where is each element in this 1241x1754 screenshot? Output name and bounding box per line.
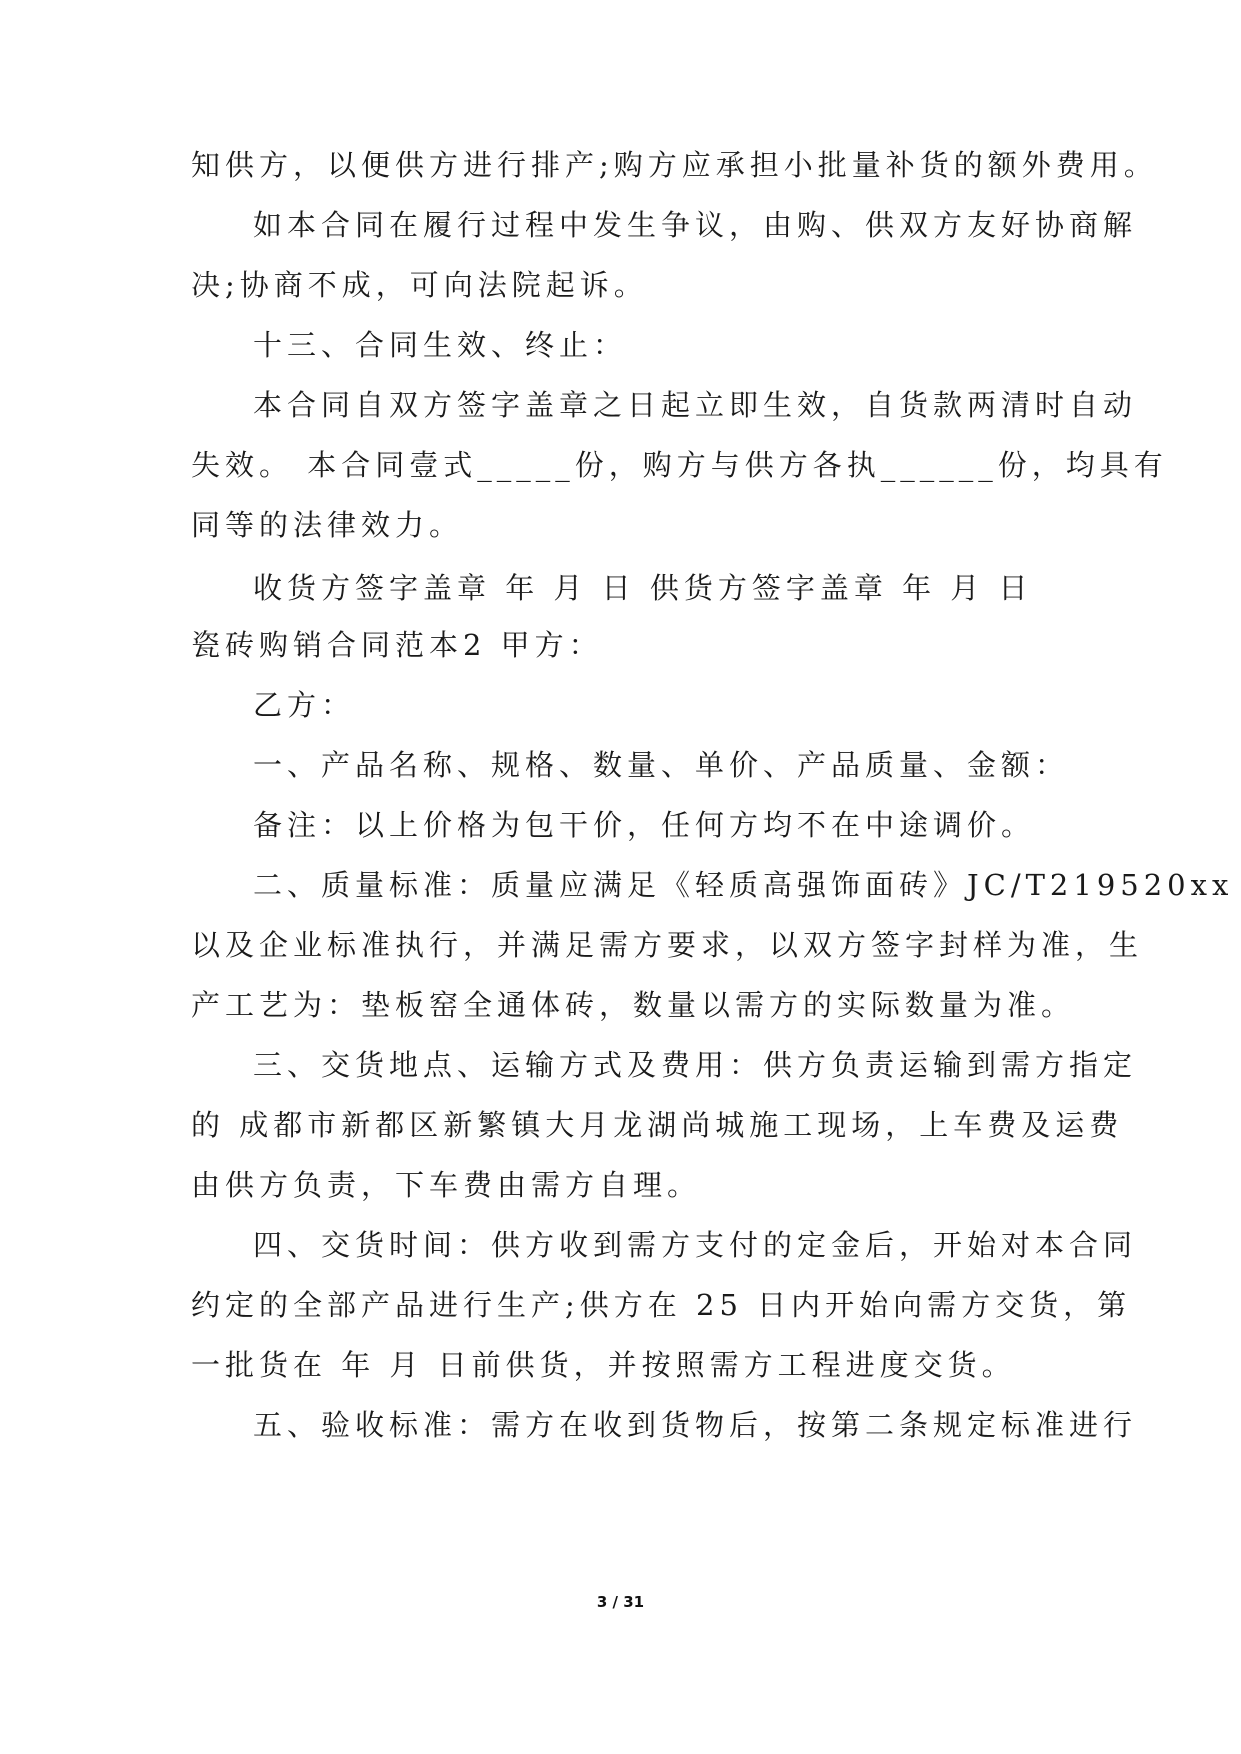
section-heading: 十三、合同生效、终止： bbox=[253, 328, 628, 362]
paragraph-line: 三、交货地点、运输方式及费用：供方负责运输到需方指定 bbox=[253, 1048, 1138, 1082]
paragraph-line: 四、交货时间：供方收到需方支付的定金后，开始对本合同 bbox=[253, 1228, 1138, 1262]
paragraph-line: 知供方，以便供方进行排产;购方应承担小批量补货的额外费用。 bbox=[191, 148, 1158, 182]
paragraph-line: 由供方负责，下车费由需方自理。 bbox=[191, 1168, 702, 1202]
paragraph-line: 乙方： bbox=[253, 688, 356, 722]
document-title-line: 瓷砖购销合同范本2 甲方： bbox=[191, 628, 603, 662]
section-heading: 一、产品名称、规格、数量、单价、产品质量、金额： bbox=[253, 748, 1070, 782]
paragraph-line: 五、验收标准：需方在收到货物后，按第二条规定标准进行 bbox=[253, 1408, 1138, 1442]
paragraph-line: 失效。 本合同壹式_____份，购方与供方各执______份，均具有 bbox=[191, 448, 1168, 482]
paragraph-line: 本合同自双方签字盖章之日起立即生效，自货款两清时自动 bbox=[253, 388, 1138, 422]
paragraph-line: 约定的全部产品进行生产;供方在 25 日内开始向需方交货，第 bbox=[191, 1288, 1132, 1322]
paragraph-line: 如本合同在履行过程中发生争议，由购、供双方友好协商解 bbox=[253, 208, 1138, 242]
paragraph-line: 同等的法律效力。 bbox=[191, 508, 464, 542]
paragraph-line: 二、质量标准：质量应满足《轻质高强饰面砖》JC/T219520xx bbox=[253, 868, 1234, 902]
paragraph-line: 产工艺为：垫板窑全通体砖，数量以需方的实际数量为准。 bbox=[191, 988, 1076, 1022]
paragraph-line: 备注：以上价格为包干价，任何方均不在中途调价。 bbox=[253, 808, 1036, 842]
paragraph-line: 以及企业标准执行，并满足需方要求，以双方签字封样为准，生 bbox=[191, 928, 1144, 962]
paragraph-line: 一批货在 年 月 日前供货，并按照需方工程进度交货。 bbox=[191, 1348, 1016, 1382]
paragraph-line: 的 成都市新都区新繁镇大月龙湖尚城施工现场，上车费及运费 bbox=[191, 1108, 1124, 1142]
paragraph-line: 决;协商不成，可向法院起诉。 bbox=[191, 268, 648, 302]
page-number: 3 / 31 bbox=[596, 1593, 645, 1611]
signature-line: 收货方签字盖章 年 月 日 供货方签字盖章 年 月 日 bbox=[253, 571, 1033, 605]
